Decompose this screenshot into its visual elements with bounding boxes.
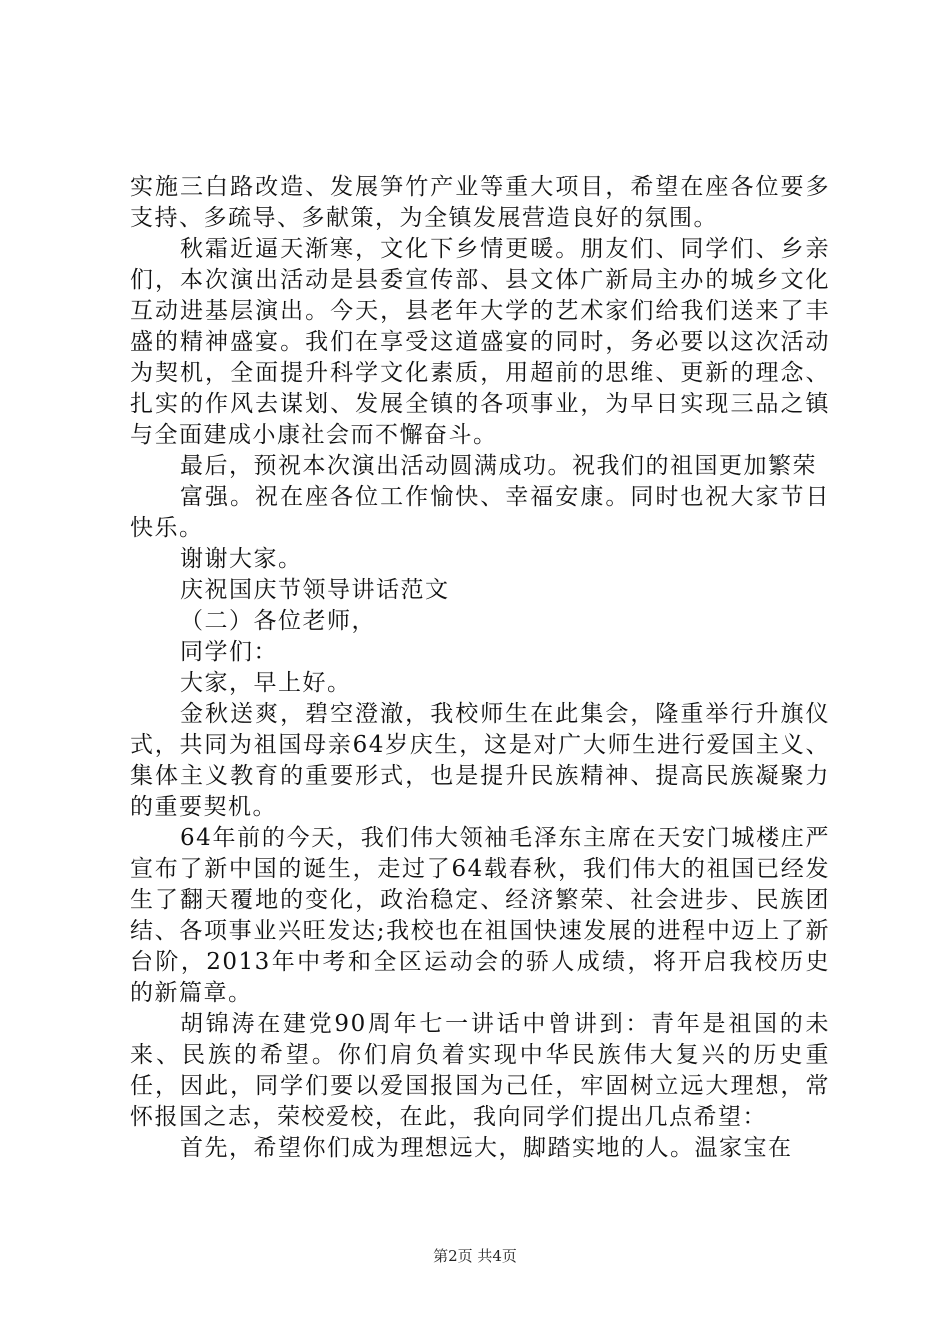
paragraph-4: 富强。祝在座各位工作愉快、幸福安康。同时也祝大家节日快乐。 <box>130 484 830 541</box>
paragraph-8: 胡锦涛在建党90周年七一讲话中曾讲到：青年是祖国的未来、民族的希望。你们肩负着实现中华民族伟大复兴的历史重任，因此，同学们要以爱国报国为己任，牢固树立远大理想，常怀报国之志，荣校爱校，在此，我向同学们提出几点希望： <box>130 1011 830 1130</box>
paragraph-1: 实施三白路改造、发展笋竹产业等重大项目，希望在座各位要多支持、多疏导、多献策，为全镇发展营造良好的氛围。 <box>130 174 830 231</box>
paragraph-6: 金秋送爽，碧空澄澈，我校师生在此集会，隆重举行升旗仪式，共同为祖国母亲64岁庆生，这是对广大师生进行爱国主义、集体主义教育的重要形式，也是提升民族精神、提高民族凝聚力的重要契机。 <box>130 701 830 820</box>
paragraph-5: 谢谢大家。 <box>180 546 303 572</box>
paragraph-7: 64年前的今天，我们伟大领袖毛泽东主席在天安门城楼庄严宣布了新中国的诞生，走过了64载春秋，我们伟大的祖国已经发生了翻天覆地的变化，政治稳定、经济繁荣、社会进步、民族团结、各项事业兴旺发达;我校也在祖国快速发展的进程中迈上了新台阶，2013年中考和全区运动会的骄人成绩，将开启我校历史的新篇章。 <box>130 825 830 1006</box>
greeting-line-3: 大家，早上好。 <box>180 670 352 696</box>
section-heading: 庆祝国庆节领导讲话范文 <box>180 577 450 603</box>
paragraph-2: 秋霜近逼天渐寒，文化下乡情更暖。朋友们、同学们、乡亲们，本次演出活动是县委宣传部、县文体广新局主办的城乡文化互动进基层演出。今天，县老年大学的艺术家们给我们送来了丰盛的精神盛宴。我们在享受这道盛宴的同时，务必要以这次活动为契机，全面提升科学文化素质，用超前的思维、更新的理念、扎实的作风去谋划、发展全镇的各项事业，为早日实现三品之镇与全面建成小康社会而不懈奋斗。 <box>130 236 830 448</box>
paragraph-9: 首先，希望你们成为理想远大，脚踏实地的人。温家宝在 <box>180 1135 793 1161</box>
document-body <box>130 172 830 1164</box>
greeting-line-1: （二）各位老师， <box>180 608 376 634</box>
greeting-line-2: 同学们： <box>180 639 278 665</box>
page-number-footer: 第2页 共4页 <box>433 1247 517 1265</box>
paragraph-3: 最后，预祝本次演出活动圆满成功。祝我们的祖国更加繁荣 <box>180 453 817 479</box>
